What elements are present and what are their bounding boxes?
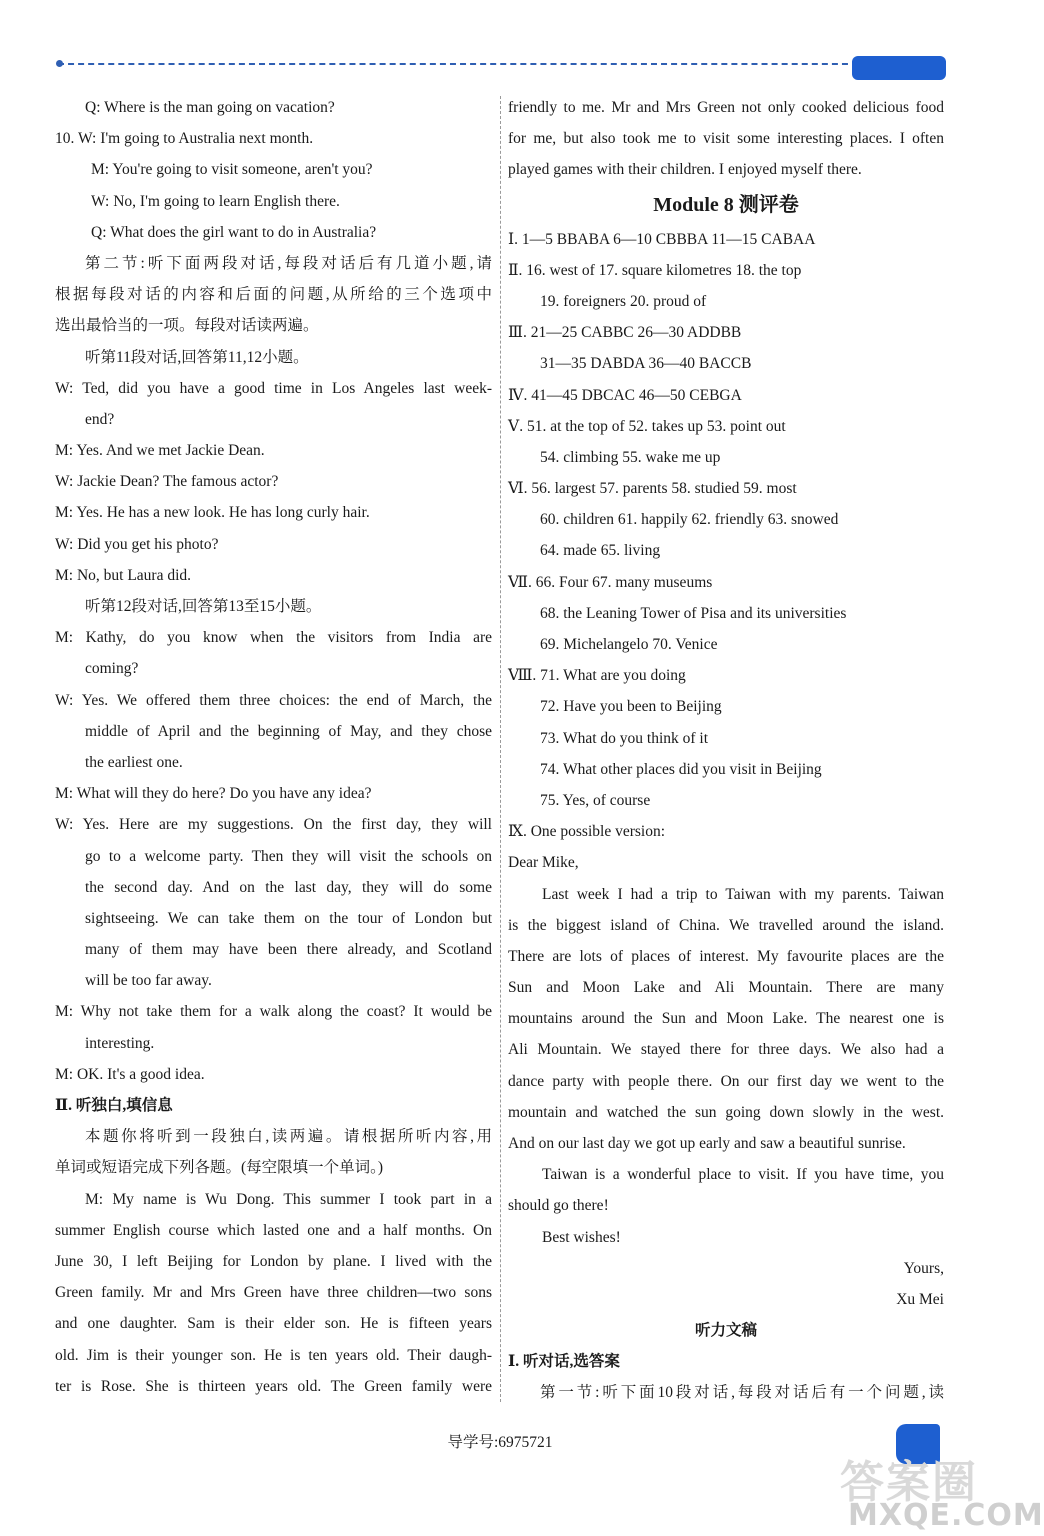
text-line: go to a welcome party. Then they will visit the schools on: [85, 847, 492, 865]
letter-line: And on our last day we got up early and saw a beautiful sunrise.: [508, 1135, 906, 1152]
letter-line: is the biggest island of China. We travelled around the island.: [508, 916, 944, 934]
answer-line: Ⅵ. 56. largest 57. parents 58. studied 59. most: [508, 480, 797, 498]
text-line: W: Ted, did you have a good time in Los Angeles last week-: [55, 379, 492, 397]
text-line: M: OK. It's a good idea.: [55, 1065, 205, 1083]
transcript-title: 听力文稿: [694, 1322, 757, 1340]
text-line: many of them may have been there already, and Scotland: [85, 941, 492, 959]
answer-line: 64. made 65. living: [540, 542, 661, 560]
text-line: M: Kathy, do you know when the visitors from India are: [55, 629, 492, 647]
text-line: sightseeing. We can take them on the tour of London but: [85, 909, 492, 927]
text-line: will be too far away.: [85, 972, 212, 990]
text-line: W: Did you get his photo?: [55, 535, 219, 553]
answer-line: 60. children 61. happily 62. friendly 63. snowed: [540, 511, 839, 529]
answer-line: 74. What other places did you visit in Beijing: [540, 760, 822, 778]
text-line: June 30, I left Beijing for London by plane. I lived with the: [55, 1252, 492, 1270]
answer-line: Ⅲ. 21—25 CABBC 26—30 ADDBB: [508, 324, 742, 342]
text-line: friendly to me. Mr and Mrs Green not only cooked delicious food: [508, 99, 944, 116]
text-line: M: Yes. He has a new look. He has long curly hair.: [55, 504, 370, 522]
footer-guide-number: 导学号:6975721: [447, 1434, 553, 1451]
text-line: W: Yes. Here are my suggestions. On the first day, they will: [55, 816, 492, 834]
answer-line: 54. climbing 55. wake me up: [540, 448, 721, 466]
text-line: 根据每段对话的内容和后面的问题,从所给的三个选项中: [55, 286, 492, 304]
text-line: 选出最恰当的一项。每段对话读两遍。: [55, 317, 319, 335]
answer-line: 68. the Leaning Tower of Pisa and its universities: [540, 604, 847, 622]
column-divider: [500, 96, 501, 1402]
text-line: ter is Rose. She is thirteen years old. The Green family were: [55, 1377, 492, 1395]
text-line: and one daughter. Sam is their elder son. He is fifteen years: [55, 1315, 492, 1333]
text-line: 第一节:听下面10段对话,每段对话后有一个问题,读: [540, 1384, 944, 1402]
text-line: M: What will they do here? Do you have any idea?: [55, 785, 372, 803]
letter-yours: Yours,: [903, 1259, 944, 1277]
letter-line: There are lots of places of interest. My favourite places are the: [508, 947, 944, 965]
text-line: 单词或短语完成下列各题。(每空限填一个单词。): [55, 1159, 384, 1177]
header-dashed-rule: [58, 63, 858, 65]
text-line: 10. W: I'm going to Australia next month.: [55, 130, 314, 148]
answer-line: 73. What do you think of it: [540, 729, 709, 747]
text-line: summer English course which lasted one and a half months. On: [55, 1221, 492, 1239]
answer-line: Ⅱ. 16. west of 17. square kilometres 18. the top: [508, 261, 802, 279]
answer-line: 19. foreigners 20. proud of: [540, 292, 707, 310]
left-column: [55, 92, 492, 1402]
text-line: Q: What does the girl want to do in Australia?: [91, 223, 377, 241]
text-line: W: Jackie Dean? The famous actor?: [55, 473, 279, 491]
text-line: 本题你将听到一段独白,读两遍。请根据所听内容,用: [85, 1128, 492, 1146]
answer-line: Ⅶ. 66. Four 67. many museums: [508, 573, 713, 591]
text-line: played games with their children. I enjoyed myself there.: [508, 161, 862, 179]
text-line: 听第12段对话,回答第13至15小题。: [85, 598, 322, 615]
answer-line: Ⅸ. One possible version:: [508, 823, 666, 841]
text-line: interesting.: [85, 1034, 155, 1052]
answer-line: Ⅴ. 51. at the top of 52. takes up 53. point out: [508, 417, 786, 435]
text-line: M: You're going to visit someone, aren't you?: [91, 161, 373, 179]
answer-line: 75. Yes, of course: [540, 791, 651, 809]
watermark-logo: [834, 1446, 1044, 1536]
letter-line: mountains around the Sun and Moon Lake. The nearest one is: [508, 1010, 944, 1028]
text-line: the second day. And on the last day, they will do some: [85, 878, 492, 896]
watermark-domain: MXQE.COM: [848, 1498, 1044, 1533]
answer-line: Ⅷ. 71. What are you doing: [508, 667, 686, 685]
text-line: the earliest one.: [85, 753, 183, 771]
text-line: Green family. Mr and Mrs Green have three children—two sons: [55, 1284, 492, 1302]
text-line: W: No, I'm going to learn English there.: [91, 192, 340, 210]
section-heading: Ⅱ. 听独白,填信息: [55, 1097, 173, 1114]
text-line: Q: Where is the man going on vacation?: [85, 99, 335, 116]
header-tab: [852, 56, 946, 80]
text-line: end?: [85, 410, 115, 428]
text-line: middle of April and the beginning of May, and they chose: [85, 722, 492, 740]
letter-line: Taiwan is a wonderful place to visit. If you have time, you: [542, 1166, 944, 1184]
text-line: 听第11段对话,回答第11,12小题。: [85, 348, 309, 366]
text-line: M: No, but Laura did.: [55, 566, 192, 584]
answer-line: Ⅳ. 41—45 DBCAC 46—50 CEBGA: [508, 386, 742, 404]
letter-signature: Xu Mei: [896, 1290, 944, 1308]
letter-closing: Best wishes!: [542, 1228, 621, 1246]
letter-greeting: Dear Mike,: [508, 854, 579, 872]
text-line: M: Yes. And we met Jackie Dean.: [55, 442, 265, 460]
letter-line: mountain and watched the sun going down slowly in the west.: [508, 1103, 944, 1121]
letter-line: should go there!: [508, 1197, 609, 1215]
section-heading: Ⅰ. 听对话,选答案: [508, 1353, 620, 1371]
answer-line: 69. Michelangelo 70. Venice: [540, 636, 718, 653]
module-title: Module 8 测评卷: [653, 193, 799, 216]
letter-line: dance party with people there. On our first day we went to the: [508, 1072, 944, 1090]
text-line: old. Jim is their younger son. He is ten years old. Their daugh-: [55, 1346, 492, 1364]
text-line: W: Yes. We offered them three choices: the end of March, the: [55, 691, 492, 709]
letter-line: Sun and Moon Lake and Ali Mountain. There are many: [508, 979, 944, 997]
answer-line: 31—35 DABDA 36—40 BACCB: [540, 355, 752, 373]
text-line: M: My name is Wu Dong. This summer I took part in a: [85, 1190, 492, 1208]
answer-line: 72. Have you been to Beijing: [540, 698, 722, 716]
letter-line: Ali Mountain. We stayed there for three days. We also had a: [508, 1041, 944, 1059]
text-line: coming?: [85, 660, 139, 678]
right-column: [508, 92, 944, 1409]
text-line: 第二节:听下面两段对话,每段对话后有几道小题,请: [85, 254, 492, 272]
text-line: M: Why not take them for a walk along the coast? It would be: [55, 1003, 492, 1021]
letter-line: Last week I had a trip to Taiwan with my parents. Taiwan: [542, 885, 944, 903]
answer-line: Ⅰ. 1—5 BBABA 6—10 CBBBA 11—15 CABAA: [508, 230, 816, 248]
watermark-text: 答案圈: [840, 1457, 978, 1508]
text-line: for me, but also took me to visit some interesting places. I often: [508, 130, 944, 148]
